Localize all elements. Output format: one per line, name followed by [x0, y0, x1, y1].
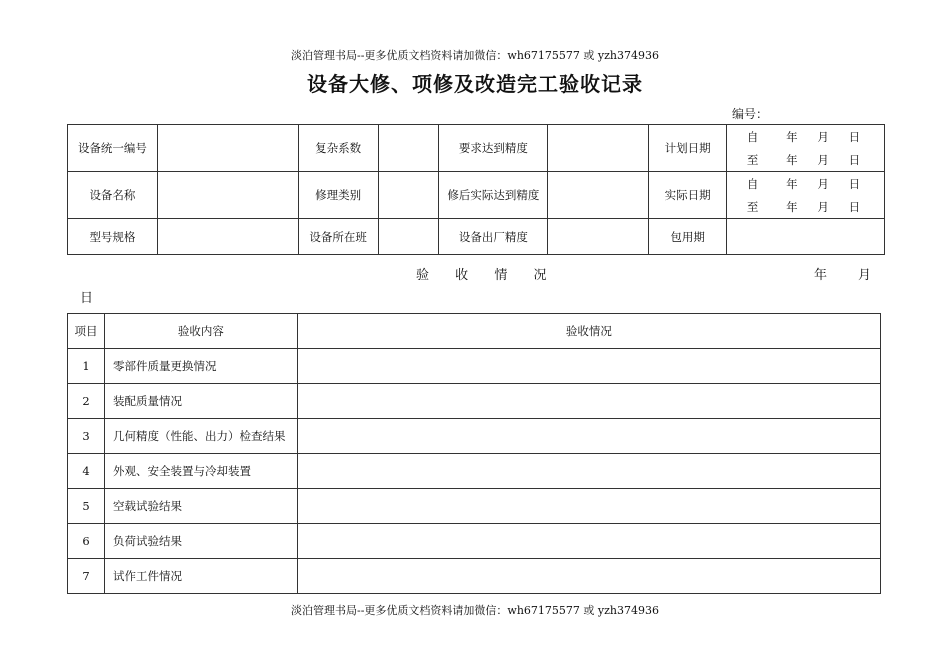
month-label: 月 [817, 199, 829, 214]
table-row [68, 419, 881, 454]
row-status-cell[interactable] [297, 559, 880, 594]
row-content: 试作工件情况 [104, 559, 297, 594]
header-note: 淡泊管理书局--更多优质文档资料请加微信：wh67175577 或 yzh374936 [291, 49, 659, 62]
acceptance-heading [416, 264, 568, 283]
month-label: 月 [817, 152, 829, 167]
year-label: 年 [786, 199, 798, 214]
info-value-equipment-name[interactable] [157, 172, 298, 219]
info-value-warranty-period[interactable] [727, 219, 885, 255]
info-label-model-spec: 型号规格 [68, 219, 158, 255]
info-value-model-spec[interactable] [157, 219, 298, 255]
row-content: 空载试验结果 [104, 489, 297, 524]
row-content: 零部件质量更换情况 [104, 349, 297, 384]
planned-date-from [727, 125, 884, 148]
info-value-required-precision[interactable] [548, 125, 649, 172]
to-label: 至 [746, 199, 759, 214]
heading-char: 况 [533, 268, 547, 283]
day-label: 日 [848, 152, 861, 167]
row-status-cell[interactable] [297, 419, 880, 454]
day-label: 日 [848, 129, 861, 144]
year-label: 年 [786, 152, 798, 167]
info-label-equipment-id: 设备统一编号 [68, 125, 158, 172]
footer-note: 淡泊管理书局--更多优质文档资料请加微信：wh67175577 或 yzh374936 [291, 604, 659, 617]
acceptance-year-label: 年 [814, 268, 828, 283]
row-no: 7 [68, 559, 105, 594]
serial-number-label: 编号： [732, 107, 769, 121]
row-content: 几何精度（性能、出力）检查结果 [104, 419, 297, 454]
table-row [68, 489, 881, 524]
row-no: 4 [68, 454, 105, 489]
heading-char: 验 [416, 268, 430, 283]
from-label: 自 [746, 176, 759, 191]
row-content: 装配质量情况 [104, 384, 297, 419]
info-row-3 [68, 219, 885, 255]
planned-date-to [727, 148, 884, 171]
info-value-actual-precision[interactable] [548, 172, 649, 219]
info-label-planned-date: 计划日期 [649, 125, 727, 172]
acceptance-day-label: 日 [80, 291, 94, 306]
row-no: 3 [68, 419, 105, 454]
info-label-team: 设备所在班 [298, 219, 378, 255]
row-status-cell[interactable] [297, 454, 880, 489]
info-row-1 [68, 125, 885, 172]
row-no: 6 [68, 524, 105, 559]
info-value-complexity[interactable] [378, 125, 439, 172]
actual-date-from [727, 172, 884, 195]
equipment-info-table [67, 124, 885, 255]
row-status-cell[interactable] [297, 489, 880, 524]
header-item-no: 项目 [68, 314, 105, 349]
month-label: 月 [817, 176, 829, 191]
row-no: 1 [68, 349, 105, 384]
row-no: 5 [68, 489, 105, 524]
acceptance-check-table [67, 313, 881, 594]
heading-char: 收 [455, 268, 469, 283]
info-label-warranty-period: 包用期 [649, 219, 727, 255]
info-value-repair-type[interactable] [378, 172, 439, 219]
info-value-team[interactable] [378, 219, 439, 255]
page-title: 设备大修、项修及改造完工验收记录 [307, 72, 643, 96]
info-value-equipment-id[interactable] [157, 125, 298, 172]
info-label-actual-date: 实际日期 [649, 172, 727, 219]
row-status-cell[interactable] [297, 384, 880, 419]
year-label: 年 [786, 129, 798, 144]
info-label-required-precision: 要求达到精度 [439, 125, 548, 172]
table-row [68, 454, 881, 489]
check-header-row [68, 314, 881, 349]
acceptance-month-label: 月 [858, 268, 872, 283]
info-label-complexity: 复杂系数 [298, 125, 378, 172]
table-row [68, 349, 881, 384]
info-row-2 [68, 172, 885, 219]
from-label: 自 [746, 129, 759, 144]
info-label-equipment-name: 设备名称 [68, 172, 158, 219]
row-status-cell[interactable] [297, 524, 880, 559]
header-status: 验收情况 [297, 314, 880, 349]
table-row [68, 524, 881, 559]
header-content: 验收内容 [104, 314, 297, 349]
table-row [68, 384, 881, 419]
info-label-repair-type: 修理类别 [298, 172, 378, 219]
table-row [68, 559, 881, 594]
row-content: 外观、安全装置与冷却装置 [104, 454, 297, 489]
heading-char: 情 [494, 268, 508, 283]
row-no: 2 [68, 384, 105, 419]
year-label: 年 [786, 176, 798, 191]
planned-date-range[interactable] [727, 125, 885, 172]
row-status-cell[interactable] [297, 349, 880, 384]
info-value-factory-precision[interactable] [548, 219, 649, 255]
to-label: 至 [746, 152, 759, 167]
month-label: 月 [817, 129, 829, 144]
actual-date-to [727, 195, 884, 218]
day-label: 日 [848, 176, 861, 191]
day-label: 日 [848, 199, 861, 214]
actual-date-range[interactable] [727, 172, 885, 219]
info-label-actual-precision: 修后实际达到精度 [439, 172, 548, 219]
info-label-factory-precision: 设备出厂精度 [439, 219, 548, 255]
row-content: 负荷试验结果 [104, 524, 297, 559]
